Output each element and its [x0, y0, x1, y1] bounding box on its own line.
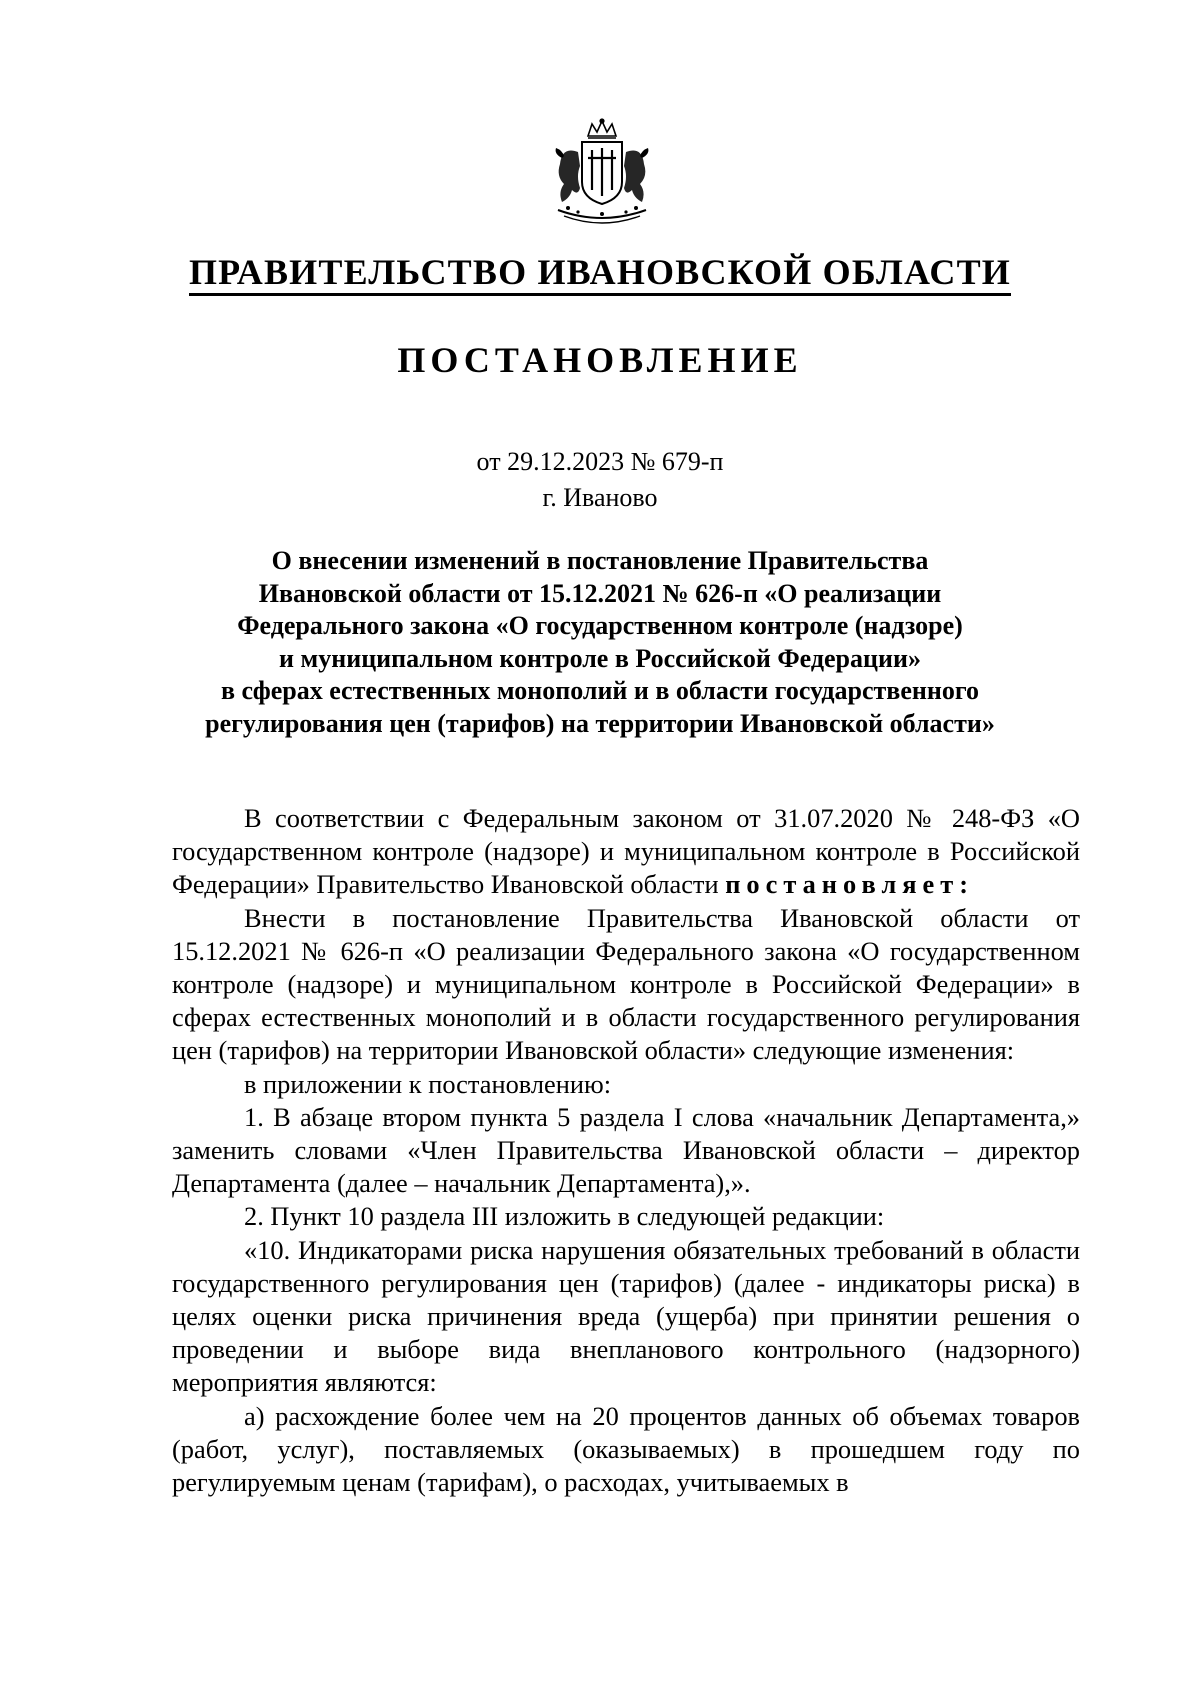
document-body — [172, 802, 1080, 1499]
preamble-text: В соответствии с Федеральным законом от 31.07.2020 № 248-ФЗ «О государственном контроле (надзоре) и муниципальном контроле в Российской Федерации» Правительство Ивановской области — [172, 803, 1080, 900]
document-date-number: от 29.12.2023 № 679-п — [476, 447, 724, 476]
preamble-paragraph — [172, 802, 1080, 902]
document-type: ПОСТАНОВЛЕНИЕ — [397, 340, 803, 380]
government-title: ПРАВИТЕЛЬСТВО ИВАНОВСКОЙ ОБЛАСТИ — [0, 248, 1200, 296]
body-paragraph: а) расхождение более чем на 20 процентов данных об объемах товаров (работ, услуг), поставляемых (оказываемых) в прошедшем году по регулируемым ценам (тарифам), о расходах, учитываемых в — [172, 1400, 1080, 1498]
body-paragraph: Внести в постановление Правительства Ивановской области от 15.12.2021 № 626-п «О реализации Федерального закона «О государственном контроле (надзоре) и муниципальном контроле в Российской Федерации» в сферах естественных монополий и в области государственного регулирования цен (тарифов) на территории Ивановской области» следующие изменения: — [172, 902, 1080, 1066]
subject-line: и муниципальном контроле в Российской Федерации» — [279, 643, 921, 673]
subject-line: Федерального закона «О государственном контроле (надзоре) — [237, 611, 963, 641]
document-city: г. Иваново — [542, 483, 658, 512]
body-paragraph: в приложении к постановлению: — [244, 1068, 612, 1099]
document-subject — [150, 545, 1050, 741]
body-paragraph: 2. Пункт 10 раздела III изложить в следующей редакции: — [244, 1201, 885, 1232]
subject-line: в сферах естественных монополий и в области государственного — [220, 676, 980, 706]
subject-line: Ивановской области от 15.12.2021 № 626-п «О реализации — [258, 578, 942, 608]
coat-of-arms-emblem — [548, 118, 656, 230]
body-paragraph: 1. В абзаце втором пункта 5 раздела I слова «начальник Департамента,» заменить словами «Член Правительства Ивановской области – директор Департамента (далее – начальник Департамента),». — [172, 1101, 1080, 1199]
body-paragraph: «10. Индикаторами риска нарушения обязательных требований в области государственного регулирования цен (тарифов) (далее - индикаторы риска) в целях оценки риска причинения вреда (ущерба) при принятии решения о проведении и выборе вида внепланового контрольного (надзорного) мероприятия являются: — [172, 1234, 1080, 1398]
subject-line: регулирования цен (тарифов) на территории Ивановской области» — [205, 708, 995, 738]
subject-line: О внесении изменений в постановление Правительства — [271, 546, 929, 575]
resolves-word: постановляет: — [725, 869, 974, 900]
document-meta — [0, 444, 1200, 516]
